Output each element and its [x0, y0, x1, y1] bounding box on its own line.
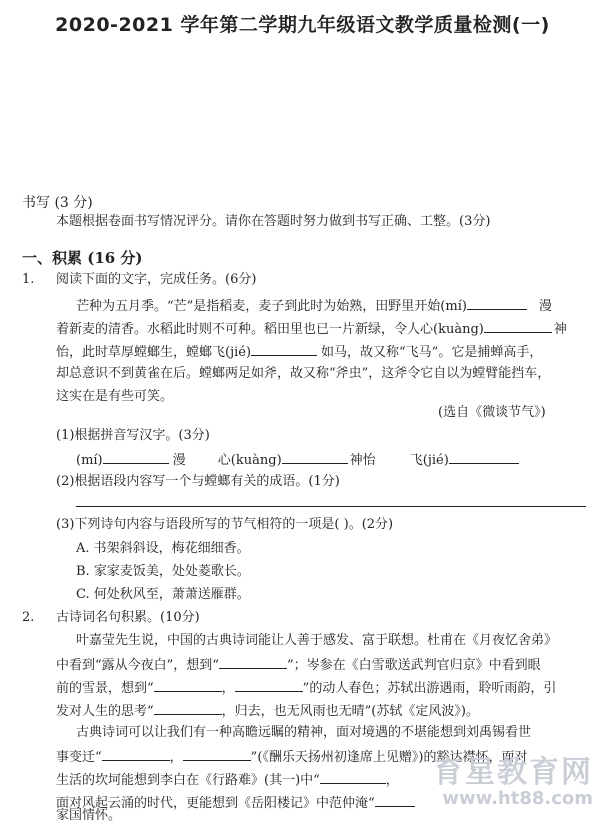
- sub-question: (2)根据语段内容写一个与螳螂有关的成语。(1分): [56, 474, 340, 489]
- sub-question: (1)根据拼音写汉字。(3分): [56, 428, 210, 443]
- passage-line: 怡，此时草厚螳螂生，螳螂飞(jié) 如马，故又称“飞马”。它是捕蝉高手，: [56, 345, 543, 360]
- passage-line: 家国情怀。: [56, 808, 122, 823]
- passage-line: 古典诗词可以让我们有一种高瞻远瞩的精神，面对境遇的不堪能想到刘禹锡看世: [76, 725, 532, 740]
- passage-line: 却总意识不到黄雀在后。螳螂两足如斧，故又称“斧虫”，这斧令它自以为螳臂能挡车，: [56, 366, 551, 381]
- passage-line: 这实在是有些可笑。: [56, 389, 174, 404]
- writing-heading: 书写 (3 分): [22, 195, 93, 211]
- pinyin-row: (mí) 漫 心(kuàng) 神怡 飞(jié): [76, 451, 519, 469]
- answer-blank[interactable]: [103, 451, 169, 464]
- answer-blank[interactable]: [375, 794, 415, 807]
- passage-line: 发对人生的思考“ ，归去，也无风雨也无晴”(苏轼《定风波》)。: [56, 704, 479, 719]
- answer-blank[interactable]: [467, 297, 527, 310]
- answer-blank[interactable]: [320, 771, 386, 784]
- answer-blank[interactable]: [154, 702, 222, 715]
- question-prompt: 古诗词名句积累。(10分): [56, 610, 200, 625]
- question-prompt: 阅读下面的文字，完成任务。(6分): [56, 272, 257, 287]
- option-c[interactable]: C. 何处秋风至，萧萧送雁群。: [76, 587, 250, 602]
- answer-blank[interactable]: [154, 679, 222, 692]
- passage-line: 芒种为五月季。“芒”是指稻麦，麦子到此时为始熟，田野里开始(mí) 漫: [76, 299, 552, 314]
- passage-line: 生活的坎坷能想到李白在《行路难》(其一)中“ ，: [56, 773, 399, 788]
- writing-body: 本题根据卷面书写情况评分。请你在答题时努力做到书写正确、工整。(3分): [56, 214, 491, 229]
- passage-line: 叶嘉莹先生说，中国的古典诗词能让人善于感发、富于联想。杜甫在《月夜忆舍弟》: [76, 633, 558, 648]
- watermark-logo-text: 育星教育网: [433, 755, 593, 790]
- source-citation: (选自《微谈节气》): [438, 405, 546, 420]
- answer-blank[interactable]: [282, 451, 348, 464]
- passage-line: 着新麦的清香。水稻此时则不可种。稻田里也已一片新绿，令人心(kuàng) 神: [56, 322, 567, 337]
- option-a[interactable]: A. 书架斜斜设，梅花细细香。: [76, 541, 250, 556]
- page-title: 2020-2021 学年第二学期九年级语文教学质量检测(一): [55, 14, 550, 36]
- question-number: 2.: [22, 610, 35, 625]
- answer-blank[interactable]: [449, 451, 519, 464]
- answer-blank[interactable]: [484, 320, 552, 333]
- passage-line: 前的雪景，想到“ ， ”的动人春色；苏轼出游遇雨，聆听雨韵，引: [56, 681, 557, 696]
- answer-blank[interactable]: [219, 656, 287, 669]
- option-b[interactable]: B. 家家麦饭美，处处菱歌长。: [76, 564, 250, 579]
- watermark-url: www.ht88.com: [442, 788, 593, 809]
- sub-question: (3)下列诗句内容与语段所写的节气相符的一项是( )。(2分): [56, 517, 394, 532]
- passage-line: 中看到“露从今夜白”，想到“ ”；岑参在《白雪歌送武判官归京》中看到眼: [56, 658, 541, 673]
- question-number: 1.: [22, 272, 35, 287]
- answer-line[interactable]: [76, 506, 586, 507]
- passage-line: 面对风起云涌的时代，更能想到《岳阳楼记》中范仲淹“: [56, 794, 415, 812]
- answer-blank[interactable]: [235, 679, 303, 692]
- answer-blank[interactable]: [251, 343, 317, 356]
- passage-line: 事变迁“ ， ”(《酬乐天扬州初逢席上见赠》)的豁达襟怀，面对: [56, 750, 528, 765]
- answer-blank[interactable]: [102, 748, 170, 761]
- answer-blank[interactable]: [183, 748, 251, 761]
- section-heading: 一、积累 (16 分): [22, 249, 143, 267]
- watermark: [433, 757, 593, 809]
